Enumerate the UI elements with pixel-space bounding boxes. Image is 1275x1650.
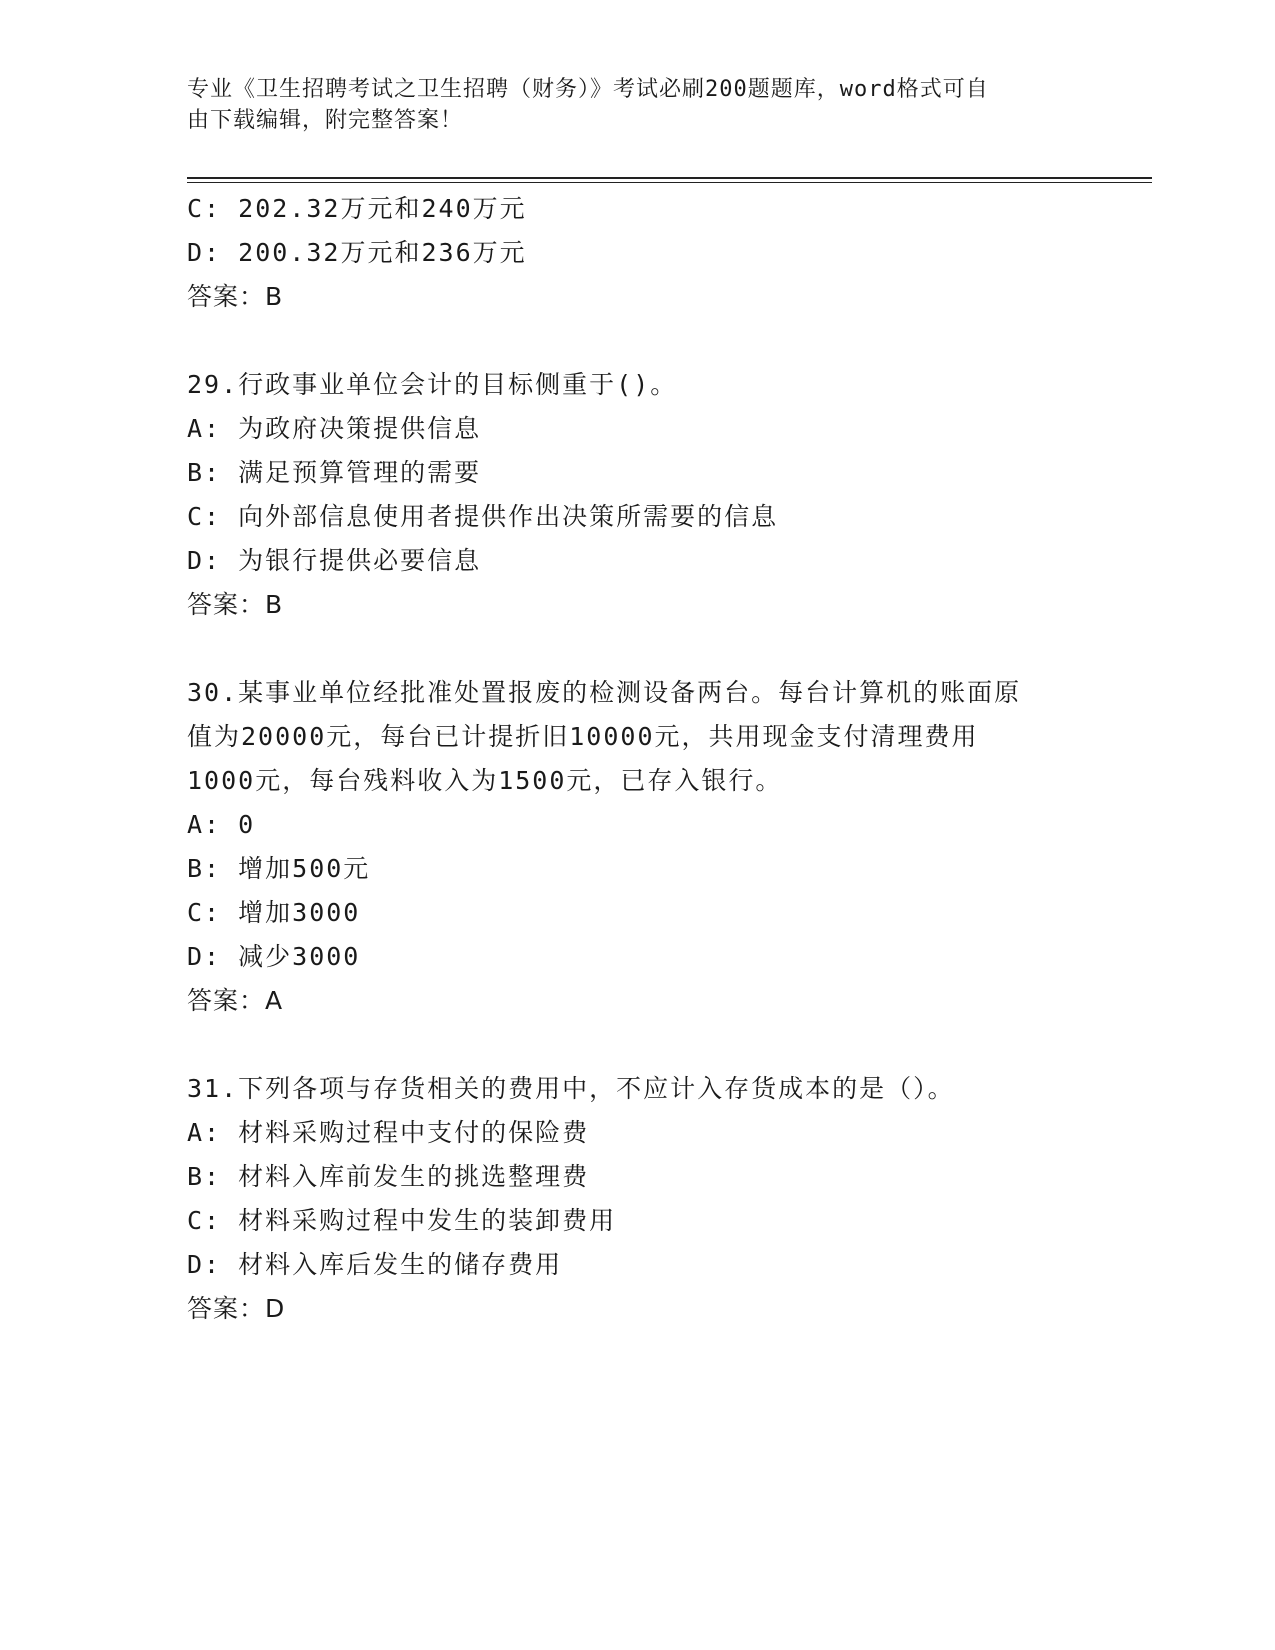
q30-option-d: D: 减少3000	[187, 942, 361, 971]
q30-option-c: C: 增加3000	[187, 898, 361, 927]
prev-option-d: D: 200.32万元和236万元	[187, 238, 527, 267]
prev-option-c: C: 202.32万元和240万元	[187, 194, 527, 223]
q30-answer: 答案：A	[187, 986, 284, 1015]
q29-option-a: A: 为政府决策提供信息	[187, 414, 482, 443]
q31-answer: 答案：D	[187, 1294, 286, 1323]
q29-stem: 29.行政事业单位会计的目标侧重于()。	[187, 370, 678, 399]
q30-option-a: A: 0	[187, 810, 256, 839]
q30-stem-line-2: 值为20000元，每台已计提折旧10000元，共用现金支付清理费用	[187, 722, 979, 751]
q31-option-d: D: 材料入库后发生的储存费用	[187, 1250, 563, 1279]
header-divider-thick	[187, 177, 1152, 179]
q31-option-b: B: 材料入库前发生的挑选整理费	[187, 1162, 590, 1191]
q29-option-c: C: 向外部信息使用者提供作出决策所需要的信息	[187, 502, 779, 531]
prev-answer: 答案：B	[187, 282, 284, 311]
q31-option-c: C: 材料采购过程中发生的装卸费用	[187, 1206, 617, 1235]
q30-stem-line-1: 30.某事业单位经批准处置报废的检测设备两台。每台计算机的账面原	[187, 678, 1022, 707]
q29-option-b: B: 满足预算管理的需要	[187, 458, 482, 487]
q29-option-d: D: 为银行提供必要信息	[187, 546, 482, 575]
q31-option-a: A: 材料采购过程中支付的保险费	[187, 1118, 590, 1147]
header-line-1: 专业《卫生招聘考试之卫生招聘（财务）》考试必刷200题题库，word格式可自	[187, 77, 989, 102]
q30-stem-line-3: 1000元，每台残料收入为1500元，已存入银行。	[187, 766, 783, 795]
header-line-2: 由下载编辑，附完整答案！	[187, 108, 464, 133]
q29-answer: 答案：B	[187, 590, 284, 619]
document-header	[187, 74, 1067, 136]
header-divider-thin	[187, 182, 1152, 183]
q31-stem: 31.下列各项与存货相关的费用中，不应计入存货成本的是（）。	[187, 1074, 955, 1103]
q30-option-b: B: 增加500元	[187, 854, 371, 883]
